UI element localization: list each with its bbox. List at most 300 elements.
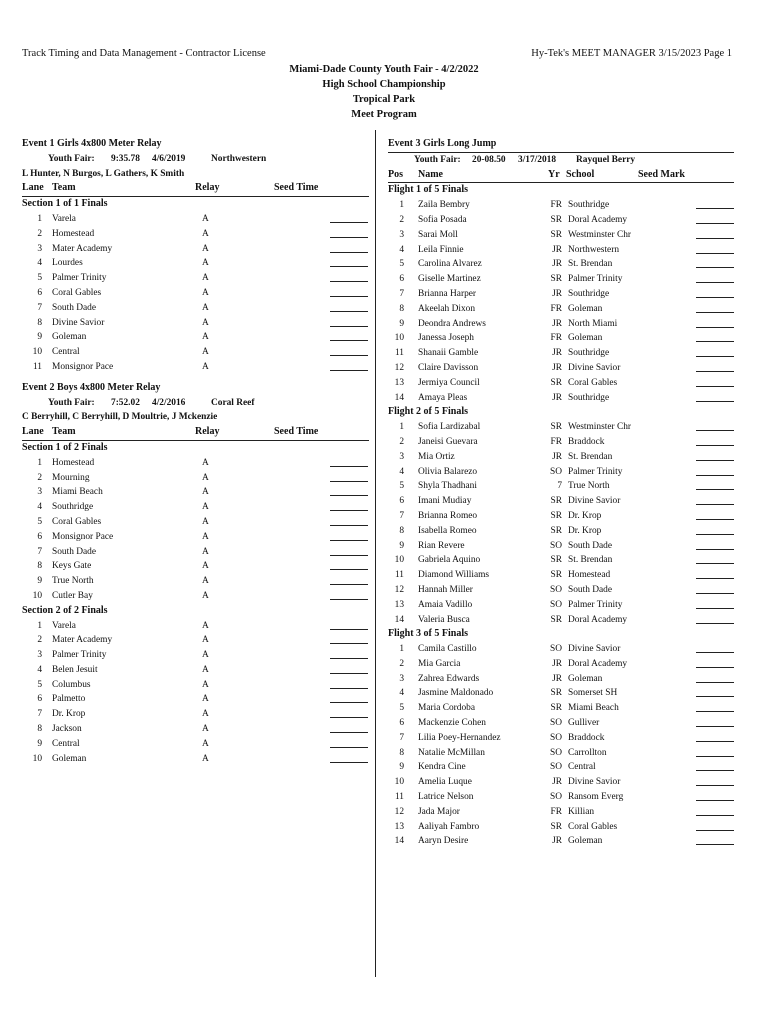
seed-blank bbox=[696, 213, 734, 224]
athlete-school: Goleman bbox=[568, 836, 603, 847]
lane-number: 3 bbox=[37, 650, 42, 661]
athlete-year: FR bbox=[550, 436, 562, 447]
seed-blank bbox=[696, 361, 734, 372]
lane-row bbox=[22, 301, 369, 316]
record-relay-names: C Berryhill, C Berryhill, D Moultrie, J Mckenzie bbox=[22, 412, 218, 423]
seed-blank bbox=[696, 302, 734, 313]
seed-blank bbox=[696, 642, 734, 653]
lane-row bbox=[22, 722, 369, 737]
athlete-year: SO bbox=[550, 718, 562, 729]
seed-blank bbox=[696, 568, 734, 579]
seed-blank bbox=[696, 228, 734, 239]
seed-blank bbox=[330, 722, 368, 733]
record-mark: 9:35.78 bbox=[111, 153, 140, 164]
position-number: 10 bbox=[394, 777, 404, 788]
entry-row bbox=[388, 213, 734, 228]
seed-blank bbox=[330, 227, 368, 238]
team-name: Columbus bbox=[52, 679, 91, 690]
athlete-year: SR bbox=[550, 214, 562, 225]
athlete-name: Leila Finnie bbox=[418, 244, 464, 255]
athlete-year: SO bbox=[550, 466, 562, 477]
athlete-year: JR bbox=[552, 318, 562, 329]
column-header-row bbox=[22, 425, 369, 441]
entry-row bbox=[388, 228, 734, 243]
seed-blank bbox=[330, 242, 368, 253]
column-header-pos: Pos bbox=[388, 168, 403, 180]
entry-row bbox=[388, 479, 734, 494]
athlete-year: JR bbox=[552, 777, 562, 788]
athlete-name: Imani Mudiay bbox=[418, 496, 472, 507]
athlete-year: JR bbox=[552, 673, 562, 684]
team-name: Homestead bbox=[52, 457, 95, 468]
position-number: 14 bbox=[394, 614, 404, 625]
athlete-name: Akeelah Dixon bbox=[418, 303, 476, 314]
lane-row bbox=[22, 316, 369, 331]
athlete-school: St. Brendan bbox=[568, 555, 613, 566]
seed-blank bbox=[696, 420, 734, 431]
entry-row bbox=[388, 524, 734, 539]
team-name: Varela bbox=[52, 620, 76, 631]
entry-row bbox=[388, 317, 734, 332]
position-number: 2 bbox=[399, 658, 404, 669]
athlete-year: SO bbox=[550, 792, 562, 803]
athlete-school: Carrollton bbox=[568, 747, 607, 758]
athlete-school: Southridge bbox=[568, 348, 610, 359]
lane-row bbox=[22, 633, 369, 648]
entry-row bbox=[388, 568, 734, 583]
position-number: 6 bbox=[399, 274, 404, 285]
athlete-name: Isabella Romeo bbox=[418, 525, 477, 536]
athlete-name: Aaliyah Fambro bbox=[418, 821, 480, 832]
lane-number: 6 bbox=[37, 287, 42, 298]
seed-blank bbox=[330, 360, 368, 371]
athlete-name: Kendra Cine bbox=[418, 762, 466, 773]
entry-row bbox=[388, 805, 734, 820]
lane-number: 4 bbox=[37, 502, 42, 513]
entry-row bbox=[388, 760, 734, 775]
entry-row bbox=[388, 272, 734, 287]
lane-number: 8 bbox=[37, 724, 42, 735]
lane-number: 7 bbox=[37, 546, 42, 557]
lane-row bbox=[22, 707, 369, 722]
flight-header: Flight 1 of 5 Finals bbox=[388, 184, 469, 196]
seed-blank bbox=[696, 790, 734, 801]
position-number: 9 bbox=[399, 318, 404, 329]
lane-row bbox=[22, 678, 369, 693]
record-line bbox=[22, 152, 369, 167]
athlete-name: Diamond Williams bbox=[418, 570, 490, 581]
team-name: Monsignor Pace bbox=[52, 361, 114, 372]
lane-number: 1 bbox=[37, 213, 42, 224]
meet-name: Miami-Dade County Youth Fair - 4/2/2022 bbox=[289, 64, 479, 75]
athlete-school: Somerset SH bbox=[568, 688, 618, 699]
seed-blank bbox=[696, 539, 734, 550]
record-label: Youth Fair: bbox=[414, 154, 461, 165]
seed-blank bbox=[330, 530, 368, 541]
relay-letter: A bbox=[202, 317, 209, 328]
athlete-year: SO bbox=[550, 732, 562, 743]
athlete-school: Divine Savior bbox=[568, 777, 621, 788]
seed-blank bbox=[330, 500, 368, 511]
athlete-year: JR bbox=[552, 392, 562, 403]
record-holder: Northwestern bbox=[211, 153, 267, 164]
seed-blank bbox=[696, 376, 734, 387]
athlete-year: JR bbox=[552, 288, 562, 299]
seed-blank bbox=[696, 613, 734, 624]
athlete-name: Amelia Luque bbox=[418, 777, 472, 788]
lane-row bbox=[22, 692, 369, 707]
position-number: 4 bbox=[399, 688, 404, 699]
athlete-school: Braddock bbox=[568, 436, 605, 447]
seed-blank bbox=[696, 346, 734, 357]
flight-header: Flight 3 of 5 Finals bbox=[388, 628, 469, 640]
athlete-name: Deondra Andrews bbox=[418, 318, 486, 329]
athlete-school: Killian bbox=[568, 806, 595, 817]
seed-blank bbox=[696, 465, 734, 476]
seed-blank bbox=[330, 678, 368, 689]
record-line bbox=[388, 153, 734, 168]
athlete-school: Palmer Trinity bbox=[568, 599, 623, 610]
athlete-school: Doral Academy bbox=[568, 614, 628, 625]
position-number: 11 bbox=[394, 348, 404, 359]
lane-number: 8 bbox=[37, 561, 42, 572]
position-number: 2 bbox=[399, 214, 404, 225]
lane-number: 9 bbox=[37, 332, 42, 343]
seed-blank bbox=[696, 317, 734, 328]
team-name: Central bbox=[52, 347, 80, 358]
record-label: Youth Fair: bbox=[48, 397, 95, 408]
position-number: 5 bbox=[399, 259, 404, 270]
athlete-name: Sofia Posada bbox=[418, 214, 467, 225]
athlete-name: Rian Revere bbox=[418, 540, 465, 551]
athlete-year: SR bbox=[550, 821, 562, 832]
lane-number: 2 bbox=[37, 635, 42, 646]
entry-row bbox=[388, 465, 734, 480]
athlete-year: SR bbox=[550, 377, 562, 388]
seed-blank bbox=[330, 589, 368, 600]
header-left: Track Timing and Data Management - Contractor License bbox=[22, 48, 266, 59]
lane-row bbox=[22, 663, 369, 678]
team-name: Central bbox=[52, 738, 80, 749]
seed-blank bbox=[330, 574, 368, 585]
entry-row bbox=[388, 302, 734, 317]
athlete-year: SR bbox=[550, 614, 562, 625]
position-number: 3 bbox=[399, 229, 404, 240]
lane-row bbox=[22, 752, 369, 767]
position-number: 4 bbox=[399, 466, 404, 477]
record-relay-names: L Hunter, N Burgos, L Gathers, K Smith bbox=[22, 168, 185, 179]
lane-row bbox=[22, 545, 369, 560]
lane-row bbox=[22, 500, 369, 515]
athlete-name: Amaia Vadillo bbox=[418, 599, 473, 610]
lane-row bbox=[22, 271, 369, 286]
athlete-year: SR bbox=[550, 688, 562, 699]
relay-letter: A bbox=[202, 502, 209, 513]
position-number: 11 bbox=[394, 570, 404, 581]
position-number: 5 bbox=[399, 481, 404, 492]
lane-row bbox=[22, 485, 369, 500]
team-name: Homestead bbox=[52, 228, 95, 239]
position-number: 5 bbox=[399, 703, 404, 714]
team-name: Belen Jesuit bbox=[52, 664, 98, 675]
seed-blank bbox=[696, 331, 734, 342]
lane-row bbox=[22, 515, 369, 530]
entry-row bbox=[388, 509, 734, 524]
athlete-name: Giselle Martinez bbox=[418, 274, 481, 285]
seed-blank bbox=[696, 257, 734, 268]
lane-number: 6 bbox=[37, 531, 42, 542]
relay-letter: A bbox=[202, 516, 209, 527]
position-number: 13 bbox=[394, 821, 404, 832]
lane-number: 2 bbox=[37, 472, 42, 483]
entry-row bbox=[388, 731, 734, 746]
athlete-year: FR bbox=[550, 200, 562, 211]
lane-number: 5 bbox=[37, 679, 42, 690]
column-header-lane: Lane bbox=[22, 182, 44, 194]
entry-row bbox=[388, 376, 734, 391]
team-name: Keys Gate bbox=[52, 561, 92, 572]
seed-blank bbox=[330, 633, 368, 644]
athlete-school: Northwestern bbox=[568, 244, 620, 255]
entry-row bbox=[388, 257, 734, 272]
relay-letter: A bbox=[202, 650, 209, 661]
record-holder: Coral Reef bbox=[211, 397, 255, 408]
lane-row bbox=[22, 737, 369, 752]
position-number: 13 bbox=[394, 599, 404, 610]
seed-blank bbox=[696, 657, 734, 668]
seed-blank bbox=[696, 272, 734, 283]
relay-letter: A bbox=[202, 361, 209, 372]
position-number: 13 bbox=[394, 377, 404, 388]
column-header-seed-time: Seed Time bbox=[274, 426, 319, 438]
athlete-year: 7 bbox=[557, 481, 562, 492]
seed-blank bbox=[330, 707, 368, 718]
seed-blank bbox=[330, 648, 368, 659]
lane-number: 4 bbox=[37, 258, 42, 269]
athlete-school: Southridge bbox=[568, 200, 610, 211]
team-name: Jackson bbox=[52, 724, 82, 735]
team-name: Mourning bbox=[52, 472, 90, 483]
relay-letter: A bbox=[202, 709, 209, 720]
column-divider bbox=[375, 130, 376, 977]
lane-number: 1 bbox=[37, 620, 42, 631]
athlete-school: Dr. Krop bbox=[568, 510, 602, 521]
athlete-year: SR bbox=[550, 525, 562, 536]
event-title: Event 1 Girls 4x800 Meter Relay bbox=[22, 138, 162, 149]
seed-blank bbox=[696, 834, 734, 845]
athlete-year: SR bbox=[550, 274, 562, 285]
lane-row bbox=[22, 242, 369, 257]
event-title: Event 3 Girls Long Jump bbox=[388, 137, 734, 153]
lane-number: 8 bbox=[37, 317, 42, 328]
seed-blank bbox=[696, 820, 734, 831]
seed-blank bbox=[696, 716, 734, 727]
athlete-school: Westminster Chr bbox=[568, 422, 632, 433]
athlete-name: Zahrea Edwards bbox=[418, 673, 480, 684]
team-name: Coral Gables bbox=[52, 287, 102, 298]
meet-venue: Tropical Park bbox=[352, 94, 416, 105]
entry-row bbox=[388, 716, 734, 731]
right-column bbox=[388, 137, 734, 849]
position-number: 7 bbox=[399, 288, 404, 299]
entry-row bbox=[388, 613, 734, 628]
record-date: 3/17/2018 bbox=[518, 154, 557, 165]
seed-blank bbox=[696, 524, 734, 535]
position-number: 8 bbox=[399, 303, 404, 314]
position-number: 8 bbox=[399, 525, 404, 536]
relay-letter: A bbox=[202, 273, 209, 284]
athlete-school: Central bbox=[568, 762, 596, 773]
record-date: 4/2/2016 bbox=[152, 397, 186, 408]
team-name: Coral Gables bbox=[52, 516, 102, 527]
column-header-team: Team bbox=[52, 426, 76, 438]
lane-number: 10 bbox=[32, 590, 42, 601]
relay-letter: A bbox=[202, 738, 209, 749]
lane-number: 2 bbox=[37, 228, 42, 239]
athlete-name: Jasmine Maldonado bbox=[418, 688, 494, 699]
lane-row bbox=[22, 360, 369, 375]
seed-blank bbox=[330, 485, 368, 496]
seed-blank bbox=[696, 598, 734, 609]
record-mark: 20-08.50 bbox=[472, 154, 506, 165]
relay-letter: A bbox=[202, 635, 209, 646]
athlete-name: Carolina Alvarez bbox=[418, 259, 482, 270]
seed-blank bbox=[696, 731, 734, 742]
athlete-school: Homestead bbox=[568, 570, 611, 581]
lane-row bbox=[22, 574, 369, 589]
event-title: Event 2 Boys 4x800 Meter Relay bbox=[22, 381, 161, 393]
seed-blank bbox=[696, 805, 734, 816]
entry-row bbox=[388, 539, 734, 554]
entry-row bbox=[388, 243, 734, 258]
relay-letter: A bbox=[202, 457, 209, 468]
entry-row bbox=[388, 420, 734, 435]
record-label: Youth Fair: bbox=[48, 153, 95, 164]
lane-number: 11 bbox=[32, 361, 42, 372]
athlete-school: Goleman bbox=[568, 673, 603, 684]
lane-number: 9 bbox=[37, 738, 42, 749]
team-name: Mater Academy bbox=[52, 243, 113, 254]
athlete-name: Jada Major bbox=[418, 806, 460, 817]
seed-blank bbox=[330, 692, 368, 703]
athlete-year: JR bbox=[552, 836, 562, 847]
flight-header: Flight 2 of 5 Finals bbox=[388, 406, 469, 418]
relay-letter: A bbox=[202, 546, 209, 557]
team-name: Mater Academy bbox=[52, 635, 113, 646]
seed-blank bbox=[696, 775, 734, 786]
athlete-name: Hannah Miller bbox=[418, 584, 473, 595]
entry-row bbox=[388, 746, 734, 761]
athlete-name: Mia Garcia bbox=[418, 658, 461, 669]
team-name: South Dade bbox=[52, 546, 97, 557]
position-number: 12 bbox=[394, 362, 404, 373]
team-name: Palmetto bbox=[52, 694, 86, 705]
team-name: Monsignor Pace bbox=[52, 531, 114, 542]
athlete-school: Palmer Trinity bbox=[568, 274, 623, 285]
meet-title-block bbox=[0, 62, 768, 122]
athlete-year: SO bbox=[550, 747, 562, 758]
section-header: Section 2 of 2 Finals bbox=[22, 604, 108, 616]
athlete-name: Brianna Romeo bbox=[418, 510, 478, 521]
athlete-school: Ransom Everg bbox=[568, 792, 624, 803]
entry-row bbox=[388, 598, 734, 613]
athlete-school: North Miami bbox=[568, 318, 618, 329]
athlete-school: Westminster Chr bbox=[568, 229, 632, 240]
team-name: Divine Savior bbox=[52, 317, 105, 328]
lane-row bbox=[22, 286, 369, 301]
seed-blank bbox=[696, 243, 734, 254]
position-number: 1 bbox=[399, 644, 404, 655]
section-header: Section 1 of 1 Finals bbox=[22, 198, 108, 210]
seed-blank bbox=[696, 686, 734, 697]
team-name: Dr. Krop bbox=[52, 709, 86, 720]
athlete-year: FR bbox=[550, 303, 562, 314]
seed-blank bbox=[696, 494, 734, 505]
team-name: Southridge bbox=[52, 502, 94, 513]
left-column bbox=[22, 137, 369, 766]
lane-row bbox=[22, 227, 369, 242]
relay-letter: A bbox=[202, 347, 209, 358]
position-number: 4 bbox=[399, 244, 404, 255]
column-header-row bbox=[388, 168, 734, 184]
athlete-school: Southridge bbox=[568, 288, 610, 299]
position-number: 10 bbox=[394, 333, 404, 344]
lane-number: 9 bbox=[37, 576, 42, 587]
column-header-seed-mark: Seed Mark bbox=[638, 168, 685, 180]
athlete-school: Doral Academy bbox=[568, 214, 628, 225]
athlete-school: Gulliver bbox=[568, 718, 600, 729]
athlete-year: SR bbox=[550, 570, 562, 581]
position-number: 9 bbox=[399, 762, 404, 773]
athlete-name: Janessa Joseph bbox=[418, 333, 474, 344]
athlete-year: FR bbox=[550, 806, 562, 817]
athlete-school: Coral Gables bbox=[568, 821, 618, 832]
position-number: 3 bbox=[399, 673, 404, 684]
seed-blank bbox=[330, 330, 368, 341]
relay-letter: A bbox=[202, 531, 209, 542]
position-number: 8 bbox=[399, 747, 404, 758]
column-header-seed-time: Seed Time bbox=[274, 182, 319, 194]
athlete-name: Zaila Bembry bbox=[418, 200, 470, 211]
athlete-school: South Dade bbox=[568, 584, 613, 595]
entry-row bbox=[388, 701, 734, 716]
athlete-year: SR bbox=[550, 229, 562, 240]
position-number: 7 bbox=[399, 510, 404, 521]
section-header: Section 1 of 2 Finals bbox=[22, 441, 108, 453]
athlete-name: Mia Ortiz bbox=[418, 451, 455, 462]
athlete-school: Miami Beach bbox=[568, 703, 619, 714]
athlete-name: Brianna Harper bbox=[418, 288, 477, 299]
column-header-row bbox=[22, 181, 369, 197]
column-header-yr: Yr bbox=[548, 168, 560, 180]
seed-blank bbox=[696, 287, 734, 298]
athlete-school: Southridge bbox=[568, 392, 610, 403]
athlete-name: Shyla Thadhani bbox=[418, 481, 477, 492]
athlete-school: Doral Academy bbox=[568, 658, 628, 669]
entry-row bbox=[388, 672, 734, 687]
position-number: 12 bbox=[394, 584, 404, 595]
athlete-name: Shanaii Gamble bbox=[418, 348, 479, 359]
seed-blank bbox=[330, 619, 368, 630]
athlete-name: Natalie McMillan bbox=[418, 747, 485, 758]
lane-number: 3 bbox=[37, 487, 42, 498]
seed-blank bbox=[330, 256, 368, 267]
entry-row bbox=[388, 657, 734, 672]
seed-blank bbox=[330, 345, 368, 356]
seed-blank bbox=[330, 663, 368, 674]
entry-row bbox=[388, 494, 734, 509]
relay-letter: A bbox=[202, 694, 209, 705]
